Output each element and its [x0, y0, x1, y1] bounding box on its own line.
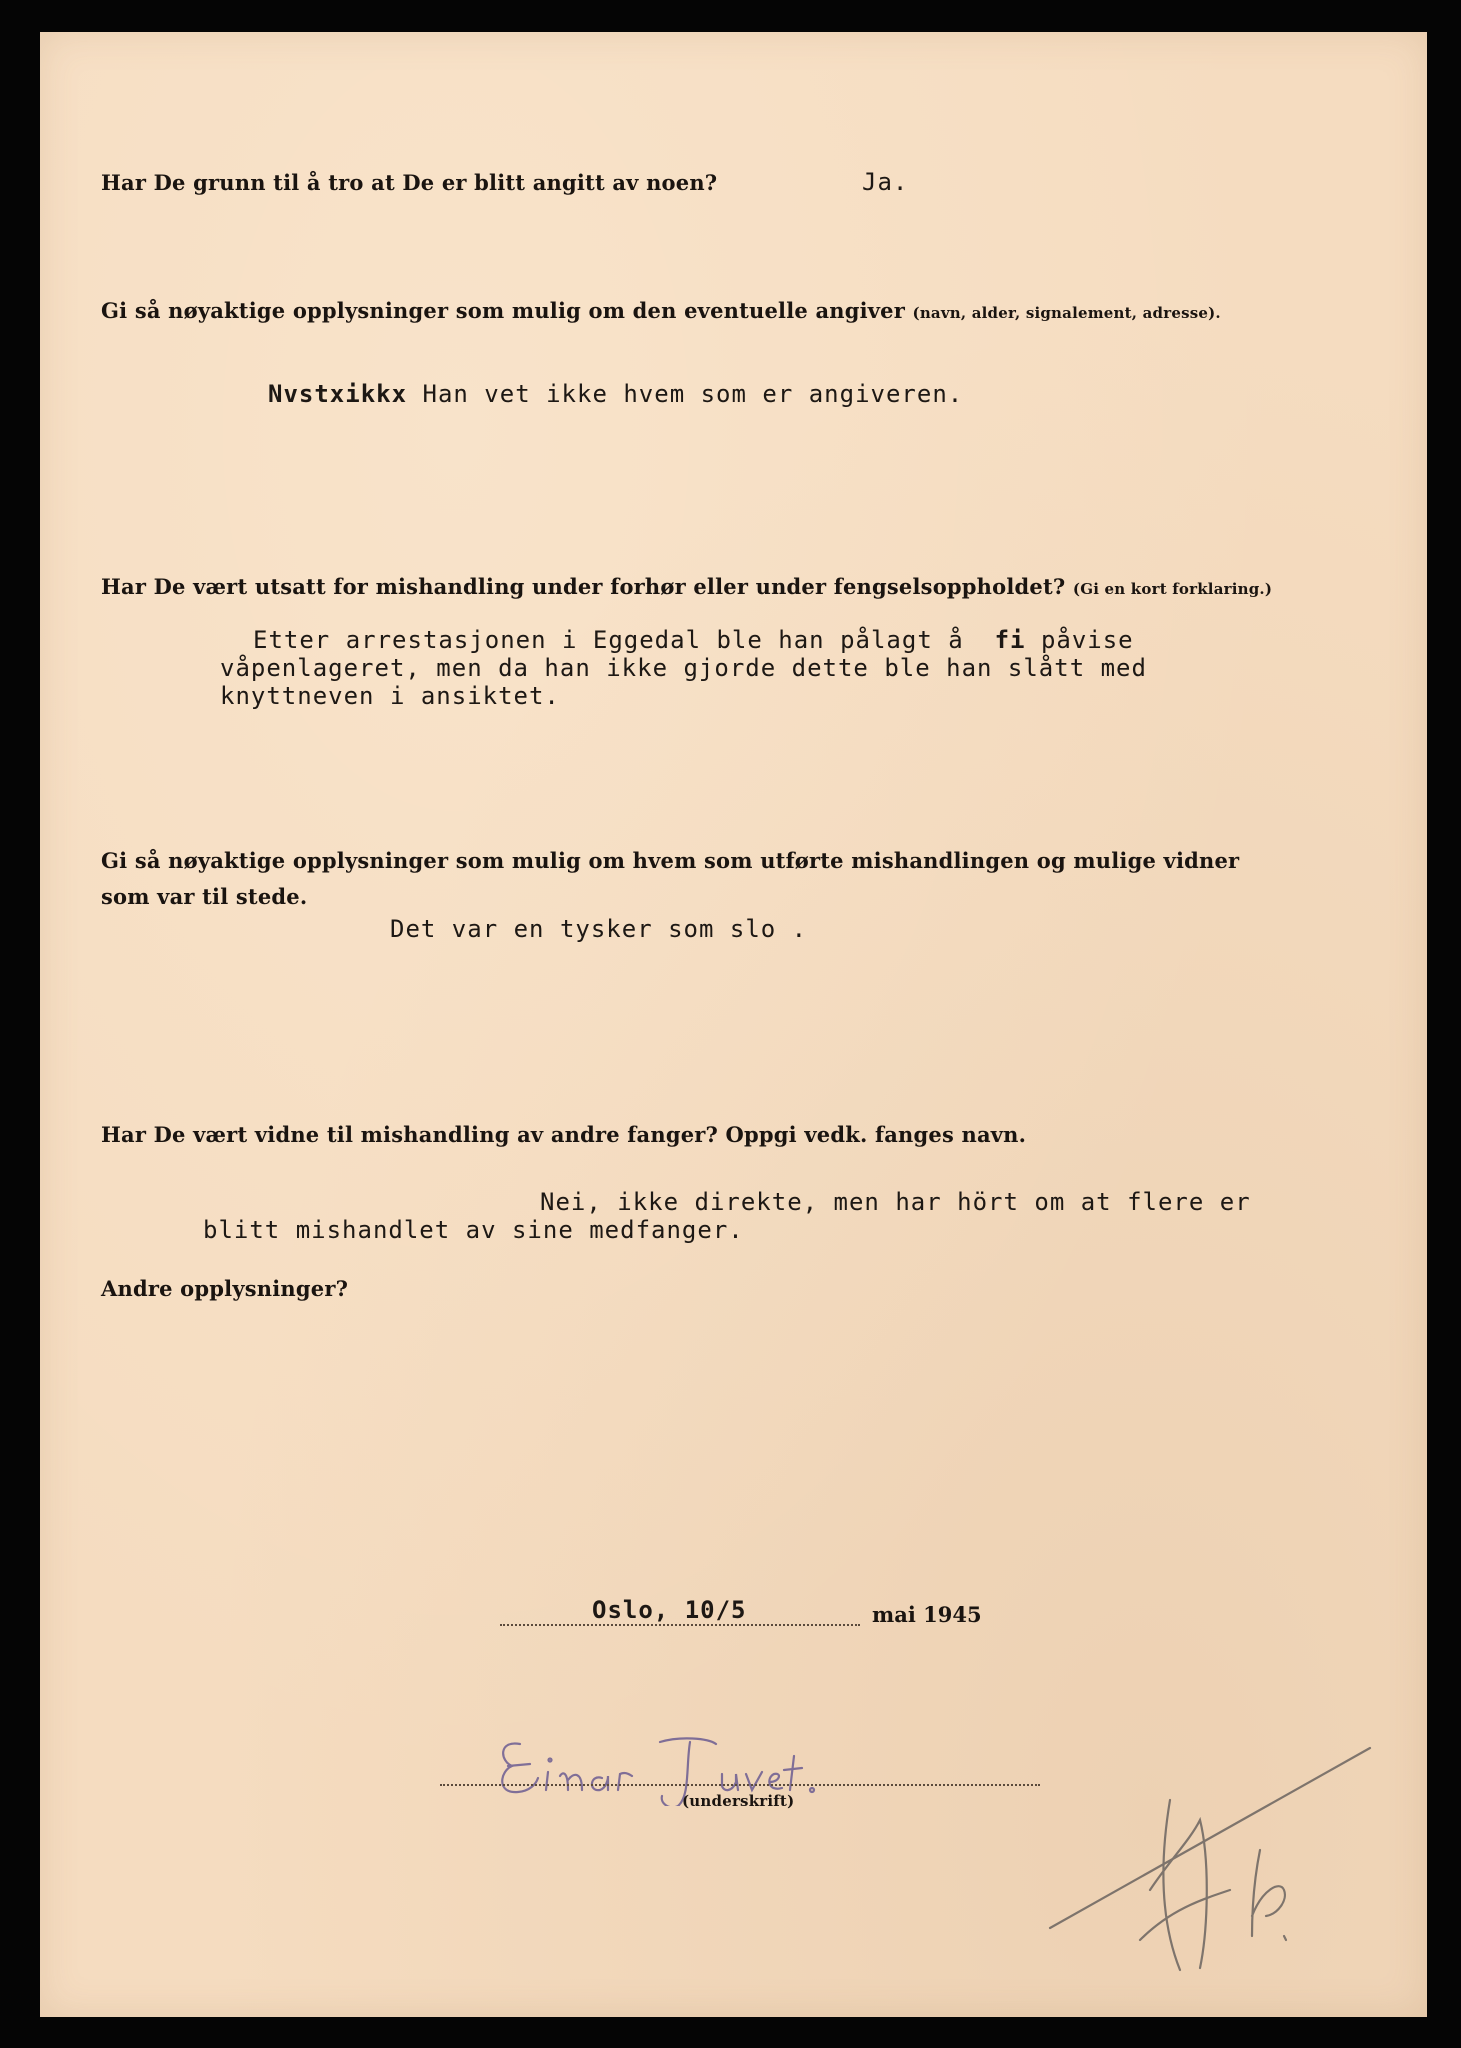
- answer-mistreatment-line2: våpenlageret, men da han ikke gjorde dette ble han slått med: [220, 654, 1147, 682]
- signature-image: [490, 1716, 870, 1806]
- struck-out-text: Nvstxikkx: [268, 380, 408, 408]
- question-informer-details: Gi så nøyaktige opplysninger som mulig om den eventuelle angiver (navn, alder, signalement, adresse).: [101, 298, 1221, 323]
- answer-mistreatment-line3: knyttneven i ansiktet.: [220, 682, 560, 710]
- place-date: Oslo, 10/5: [592, 1596, 747, 1624]
- answer-reported: Ja.: [862, 168, 909, 196]
- struck-out-text: fi: [994, 626, 1026, 654]
- initials-mark: [1040, 1740, 1380, 1980]
- date-dotted-line: [500, 1624, 860, 1626]
- answer-perpetrator: Det var en tysker som slo .: [390, 915, 808, 943]
- answer-informer: Nvstxikkx Han vet ikke hvem som er angiveren.: [268, 380, 964, 408]
- answer-witness-line2: blitt mishandlet av sine medfanger.: [203, 1216, 744, 1244]
- signature-dotted-line: [440, 1784, 1040, 1786]
- question-perpetrator-line2: som var til stede.: [101, 884, 308, 909]
- question-other-info: Andre opplysninger?: [101, 1276, 349, 1301]
- question-perpetrator-line1: Gi så nøyaktige opplysninger som mulig om hvem som utførte mishandlingen og mulige vidner: [101, 848, 1240, 873]
- question-mistreatment: Har De vært utsatt for mishandling under forhør eller under fengselsoppholdet? (Gi en kort forklaring.): [101, 574, 1273, 599]
- month-year: mai 1945: [872, 1602, 982, 1627]
- signature-label: (underskrift): [682, 1792, 795, 1810]
- question-witness: Har De vært vidne til mishandling av andre fanger? Oppgi vedk. fanges navn.: [101, 1122, 1027, 1147]
- answer-mistreatment-line1: Etter arrestasjonen i Eggedal ble han pålagt å fi påvise: [253, 626, 1134, 654]
- question-reported: Har De grunn til å tro at De er blitt angitt av noen?: [101, 170, 718, 195]
- answer-witness-line1: Nei, ikke direkte, men har hört om at flere er: [540, 1188, 1251, 1216]
